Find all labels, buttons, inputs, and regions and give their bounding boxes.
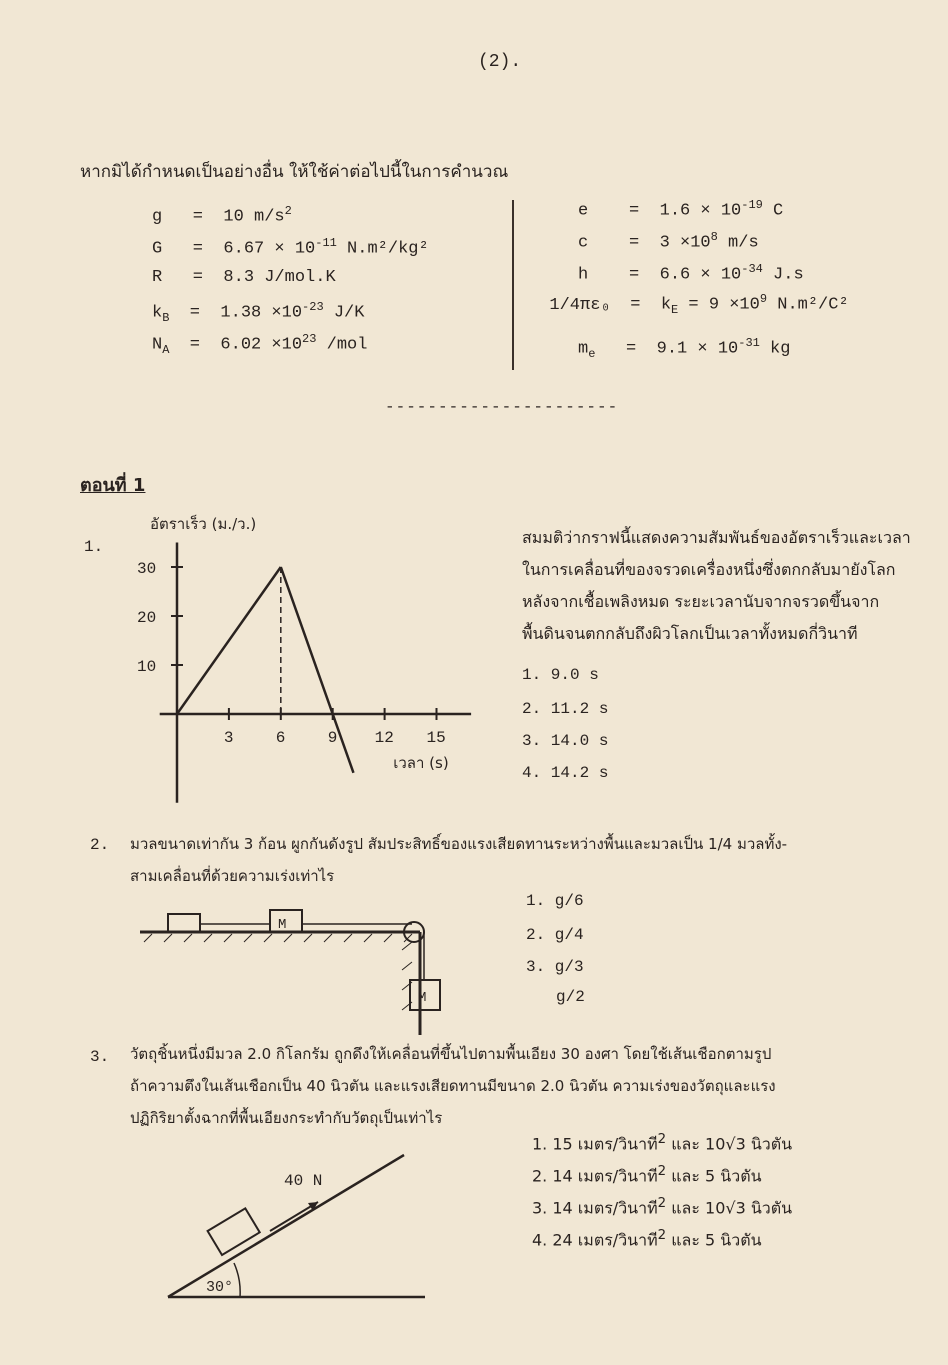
- q3-choice-4[interactable]: 4. 24 เมตร/วินาที$^2$ และ 5 นิวตัน: [532, 1228, 762, 1250]
- mass-block-left: [168, 914, 200, 932]
- separator-line: ----------------------: [385, 398, 619, 416]
- constants-divider: [512, 200, 514, 370]
- q3-choice-3[interactable]: 3. 14 เมตร/วินาที$^2$ และ 10√3 นิวตัน: [532, 1196, 793, 1218]
- const-R: R = 8.3 J/mol.K: [152, 268, 336, 287]
- q1-choice-1[interactable]: 1. 9.0 s: [522, 666, 599, 684]
- y-tick-label: 30: [137, 560, 157, 578]
- angle-label: 30°: [206, 1279, 234, 1296]
- q2-pulley-diagram: [130, 900, 460, 1040]
- velocity-line-segment: [177, 567, 281, 714]
- const-g: g = 10 $m/s^2$: [152, 204, 292, 227]
- q1-velocity-time-graph: [100, 505, 500, 805]
- q1-text-line: ในการเคลื่อนที่ของจรวดเครื่องหนึ่งซึ่งตกกลับมายังโลก: [522, 560, 896, 579]
- const-e: e = $1.6 \times 10^{-19}$ C: [578, 198, 784, 221]
- q1-number: 1.: [84, 538, 104, 556]
- incline-block: [208, 1208, 260, 1255]
- q2-choice-2[interactable]: 2. g/4: [526, 926, 584, 944]
- ground-hatching: [144, 934, 412, 1010]
- q2-choice-4[interactable]: g/2: [556, 988, 585, 1006]
- page-number: (2).: [478, 52, 522, 72]
- q3-incline-diagram: [150, 1145, 440, 1305]
- const-c: c = $3 \times 10^8$ m/s: [578, 230, 759, 253]
- q1-choice-2[interactable]: 2. 11.2 s: [522, 700, 609, 718]
- const-me: $m_e = 9.1 \times 10^{-31}$ kg: [578, 336, 791, 362]
- y-tick-label: 20: [137, 609, 157, 627]
- x-tick-label: 12: [374, 729, 394, 747]
- q3-text-line: ถ้าความตึงในเส้นเชือกเป็น 40 นิวตัน และแรงเสียดทานมีขนาด 2.0 นิวตัน ความเร่งของวัตถุและแรง: [130, 1077, 776, 1095]
- q3-choice-1[interactable]: 1. 15 เมตร/วินาที$^2$ และ 10√3 นิวตัน: [532, 1132, 793, 1154]
- const-NA: $N_A = 6.02 \times 10^{23}$ /mol: [152, 332, 368, 358]
- force-label: 40 N: [284, 1172, 323, 1190]
- const-kB: $k_B = 1.38 \times 10^{-23}$ J/K: [152, 300, 365, 326]
- q1-text-line: พื้นดินจนตกกลับถึงผิวโลกเป็นเวลาทั้งหมดกี่วินาที: [522, 624, 858, 643]
- q1-choice-4[interactable]: 4. 14.2 s: [522, 764, 609, 782]
- angle-arc: [234, 1263, 240, 1297]
- x-tick-label: 3: [223, 729, 234, 747]
- mass-label-hanging: M: [418, 990, 427, 1006]
- const-h: h = $6.6 \times 10^{-34}$ J.s: [578, 262, 804, 285]
- q3-text-line: วัตถุชิ้นหนึ่งมีมวล 2.0 กิโลกรัม ถูกดึงให้เคลื่อนที่ขึ้นไปตามพื้นเอียง 30 องศา โดยใช้เส้นเชือกตามรูป: [130, 1045, 772, 1063]
- q2-choice-1[interactable]: 1. g/6: [526, 892, 584, 910]
- q3-number: 3.: [90, 1048, 110, 1066]
- const-G: $G = 6.67 \times 10^{-11}$ N.m²/kg²: [152, 236, 429, 259]
- q2-text-line: สามเคลื่อนที่ด้วยความเร่งเท่าไร: [130, 867, 335, 885]
- q1-text-line: สมมติว่ากราฟนี้แสดงความสัมพันธ์ของอัตราเร็วและเวลา: [522, 528, 911, 547]
- q3-text-line: ปฏิกิริยาตั้งฉากที่พื้นเอียงกระทำกับวัตถุเป็นเท่าไร: [130, 1109, 443, 1127]
- constants-intro: หากมิได้กำหนดเป็นอย่างอื่น ให้ใช้ค่าต่อไปนี้ในการคำนวณ: [80, 162, 509, 182]
- y-tick-label: 10: [137, 658, 157, 676]
- mass-label-middle: M: [278, 917, 287, 933]
- q2-number: 2.: [90, 836, 110, 854]
- const-coulomb: $1/4\pi\varepsilon_0 = k_E = 9 \times 10^9$ N.m²/C²: [549, 292, 849, 318]
- section-title: ตอนที่ 1: [80, 475, 146, 496]
- q2-text-line: มวลขนาดเท่ากัน 3 ก้อน ผูกกันดังรูป สัมประสิทธิ์ของแรงเสียดทานระหว่างพื้นและมวลเป็น 1/4 มวลทั้ง-: [130, 835, 788, 853]
- velocity-line-segment: [281, 567, 354, 773]
- q1-choice-3[interactable]: 3. 14.0 s: [522, 732, 609, 750]
- x-tick-label: 9: [327, 729, 338, 747]
- q1-text-line: หลังจากเชื้อเพลิงหมด ระยะเวลานับจากจรวดขึ้นจาก: [522, 592, 880, 611]
- graph-xlabel: เวลา (s): [393, 754, 449, 772]
- q2-choice-3[interactable]: 3. g/3: [526, 958, 584, 976]
- q3-choice-2[interactable]: 2. 14 เมตร/วินาที$^2$ และ 5 นิวตัน: [532, 1164, 762, 1186]
- graph-ylabel: อัตราเร็ว (ม./ว.): [150, 515, 257, 533]
- x-tick-label: 15: [426, 729, 446, 747]
- x-tick-label: 6: [275, 729, 286, 747]
